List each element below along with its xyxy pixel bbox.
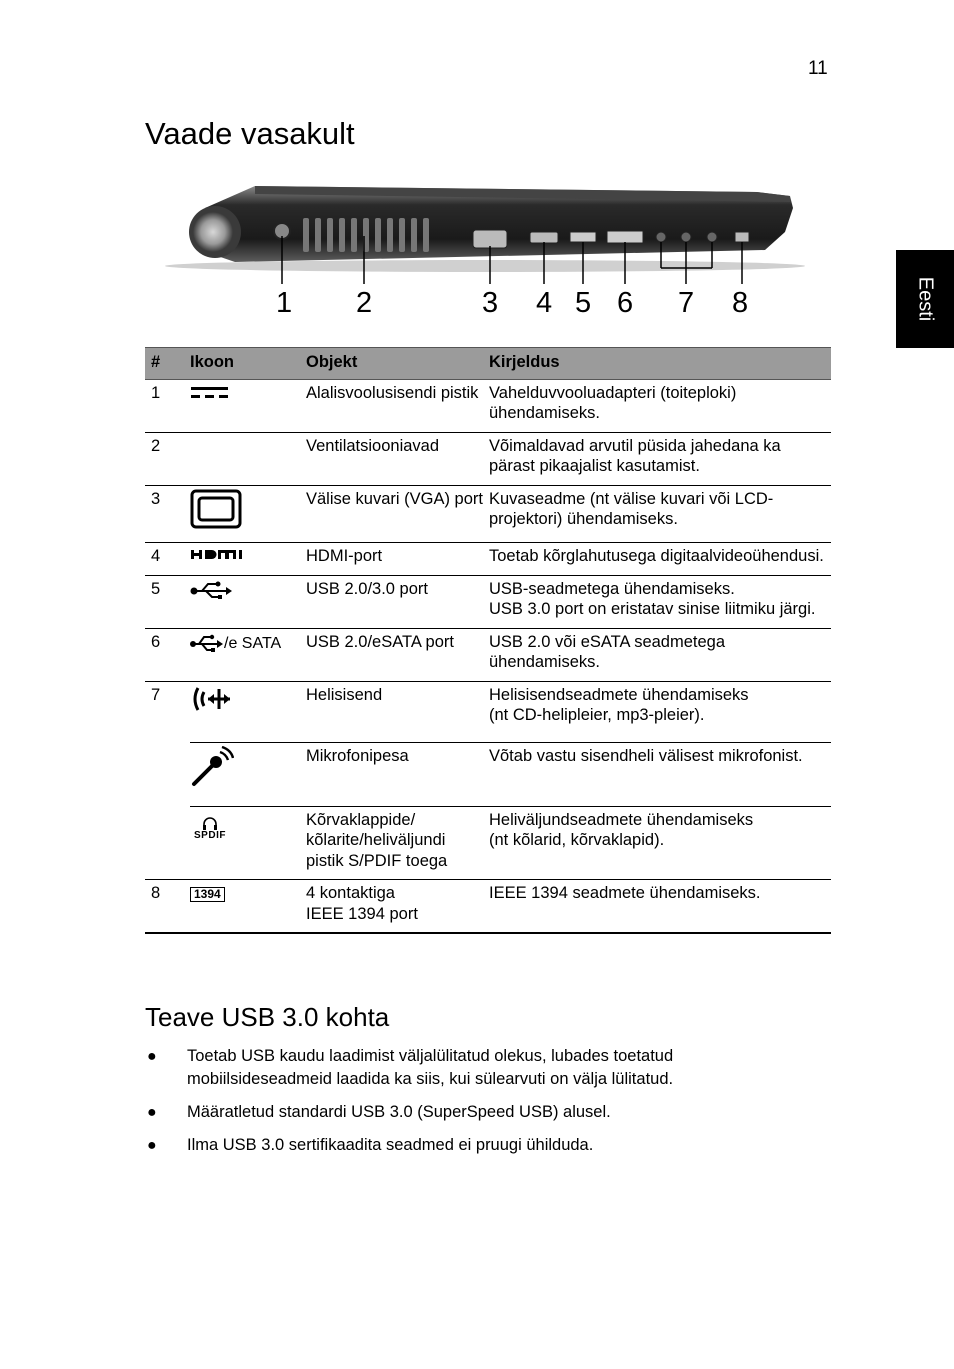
row-num: 5	[145, 575, 190, 628]
callout-6: 6	[617, 287, 634, 319]
row-num: 4	[145, 543, 190, 576]
table-row	[145, 485, 831, 543]
page-number: 11	[808, 58, 828, 79]
hdmi-icon	[190, 547, 246, 561]
list-item	[145, 1045, 785, 1091]
usb-esata-port	[607, 231, 643, 243]
esata-icon-label: /e SATA	[224, 634, 282, 652]
row-num	[145, 743, 190, 807]
table-row	[145, 880, 831, 934]
table-header-row	[145, 348, 831, 380]
list-item	[145, 1134, 785, 1157]
row-num: 7	[151, 685, 161, 704]
header-object: Objekt	[306, 348, 489, 380]
table-row	[145, 379, 831, 432]
laptop-left-side-figure	[145, 180, 831, 330]
usb-icon	[190, 579, 234, 599]
icon-cell	[190, 575, 306, 628]
callout-3: 3	[482, 287, 499, 319]
header-icon: Ikoon	[190, 348, 306, 380]
table-row	[145, 543, 831, 576]
table-row	[145, 681, 831, 743]
row-num	[145, 806, 190, 880]
table-row	[145, 432, 831, 485]
table-row	[145, 743, 831, 807]
icon-cell	[190, 543, 306, 576]
icon-cell	[190, 681, 306, 743]
row-object: Alalisvoolusisendi pistik	[306, 379, 489, 432]
icon-cell	[190, 485, 306, 543]
ports-table	[145, 347, 831, 934]
callout-5: 5	[575, 287, 592, 319]
row-object: USB 2.0/3.0 port	[306, 575, 489, 628]
row-description: Heliväljundseadmete ühendamiseks (nt kõlarid, kõrvaklapid).	[489, 806, 831, 880]
table-row	[145, 806, 831, 880]
row-num: 6	[145, 628, 190, 681]
row-object: Helisisend	[306, 681, 489, 743]
header-description: Kirjeldus	[489, 348, 831, 380]
callout-7: 7	[678, 287, 695, 319]
row-description: Kuvaseadme (nt välise kuvari või LCD-projektori) ühendamiseks.	[489, 485, 831, 543]
callout-8: 8	[732, 287, 749, 319]
row-object: Kõrvaklappide/ kõlarite/heliväljundi pistik S/PDIF toega	[306, 806, 489, 880]
vga-icon	[190, 489, 242, 529]
icon-cell	[190, 432, 306, 485]
callout-4: 4	[536, 287, 553, 319]
bullet-icon: ●	[147, 1104, 157, 1121]
dc-power-icon	[190, 383, 230, 403]
line-in-icon	[190, 685, 232, 713]
audio-jack-2	[681, 232, 691, 242]
callout-1: 1	[276, 287, 293, 319]
spdif-label: SPDIF	[194, 829, 226, 841]
row-description: Võtab vastu sisendheli välisest mikrofonist.	[489, 743, 831, 807]
hdmi-port	[530, 232, 558, 243]
row-num: 2	[145, 432, 190, 485]
audio-jack-1	[656, 232, 666, 242]
row-object: Ventilatsiooniavad	[306, 432, 489, 485]
row-description: IEEE 1394 seadmete ühendamiseks.	[489, 880, 831, 934]
bullet-icon: ●	[147, 1137, 157, 1154]
row-num: 8	[145, 880, 190, 934]
icon-cell	[190, 743, 306, 807]
section-title: Teave USB 3.0 kohta	[145, 1002, 390, 1032]
header-num: #	[145, 348, 190, 380]
icon-cell	[190, 880, 306, 934]
usb3-bullet-list	[145, 1045, 785, 1167]
vga-port	[473, 230, 507, 248]
usb-esata-icon	[190, 632, 224, 652]
audio-jack-3	[707, 232, 717, 242]
table-row	[145, 575, 831, 628]
ieee1394-port	[735, 232, 749, 242]
page-title: Vaade vasakult	[145, 116, 355, 151]
row-description: Toetab kõrglahutusega digitaalvideoühendusi.	[489, 543, 831, 576]
callout-2: 2	[356, 287, 373, 319]
headphone-icon	[202, 816, 218, 830]
laptop-left-side-illustration	[145, 180, 831, 330]
language-tab	[896, 250, 954, 348]
icon-cell	[190, 628, 306, 681]
bullet-icon: ●	[147, 1048, 157, 1065]
row-object: 4 kontaktiga IEEE 1394 port	[306, 880, 489, 934]
list-item	[145, 1101, 785, 1124]
row-num: 3	[145, 485, 190, 543]
row-description: Vahelduvvooluadapteri (toiteploki) ühendamiseks.	[489, 379, 831, 432]
icon-cell	[190, 379, 306, 432]
shadow	[165, 260, 805, 272]
bullet-text: Määratletud standardi USB 3.0 (SuperSpeed USB) alusel.	[187, 1103, 611, 1121]
row-object: Välise kuvari (VGA) port	[306, 485, 489, 543]
row-description: USB-seadmetega ühendamiseks. USB 3.0 port on eristatav sinise liitmiku järgi.	[489, 575, 831, 628]
hinge	[193, 212, 233, 252]
icon-cell	[190, 806, 306, 880]
bullet-text: Toetab USB kaudu laadimist väljalülitatud olekus, lubades toetatud mobiilsideseadmeid laadida ka siis, kui sülearvuti on välja lülitatud.	[187, 1047, 674, 1088]
headphone-spdif-icon	[190, 810, 230, 842]
row-description: Võimaldavad arvutil püsida jahedana ka pärast pikaajalist kasutamist.	[489, 432, 831, 485]
microphone-icon	[190, 746, 234, 788]
language-tab-label: Eesti	[914, 276, 937, 322]
row-object: HDMI-port	[306, 543, 489, 576]
row-object: USB 2.0/eSATA port	[306, 628, 489, 681]
usb-port	[570, 232, 596, 242]
table-row	[145, 628, 831, 681]
ieee1394-icon: 1394	[190, 887, 225, 902]
row-description: USB 2.0 või eSATA seadmetega ühendamiseks.	[489, 628, 831, 681]
row-object: Mikrofonipesa	[306, 743, 489, 807]
bullet-text: Ilma USB 3.0 sertifikaadita seadmed ei pruugi ühilduda.	[187, 1136, 594, 1154]
row-num: 1	[145, 379, 190, 432]
row-description: Helisisendseadmete ühendamiseks (nt CD-helipleier, mp3-pleier).	[489, 681, 831, 743]
